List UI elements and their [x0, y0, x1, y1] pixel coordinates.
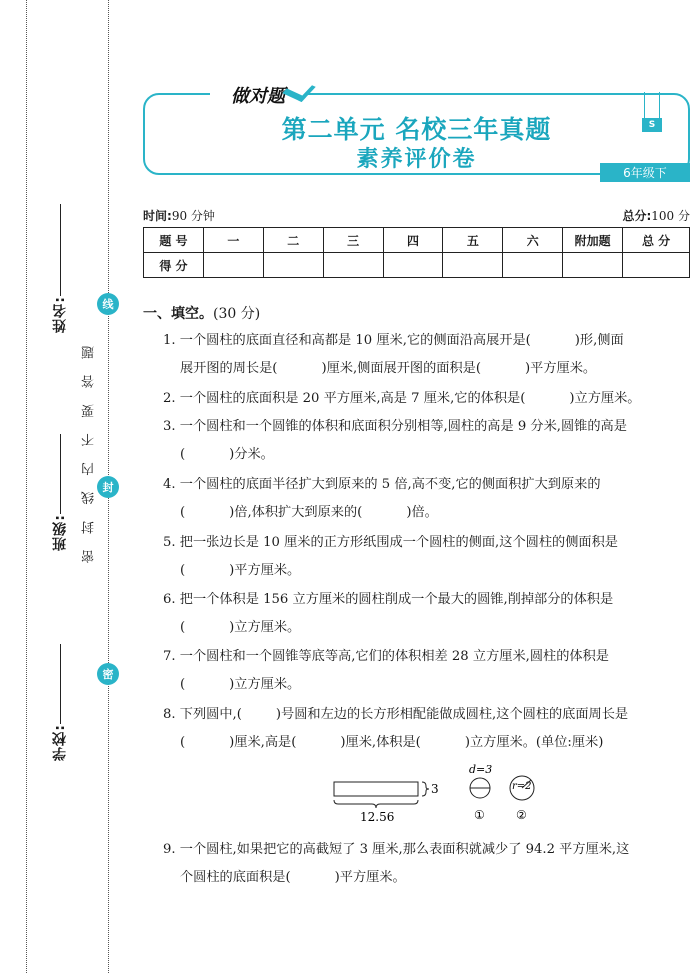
q4-line2 [163, 499, 693, 527]
q2-text-b: )立方厘米。 [569, 391, 641, 406]
school-label: 学校: [52, 724, 68, 761]
score-header-row [144, 228, 690, 253]
q4-text-a: 4. 一个圆柱的底面半径扩大到原来的 5 倍,高不变,它的侧面积扩大到原来的 [163, 477, 601, 492]
score-cell[interactable] [563, 253, 623, 278]
q8-line2 [163, 729, 693, 757]
question-9 [163, 836, 693, 892]
width-brace [334, 800, 418, 808]
question-4 [163, 471, 693, 527]
grade-badge: 6年级下 [600, 163, 690, 182]
header-cell: 四 [383, 228, 443, 253]
question-3 [163, 413, 693, 469]
q9-text-c: )平方厘米。 [334, 870, 406, 885]
school-line [60, 644, 61, 724]
question-2 [163, 385, 693, 413]
q3-line2 [163, 441, 693, 469]
binding-line-outer [26, 0, 27, 973]
section-title: 一、填空。 [143, 306, 213, 322]
height-brace [422, 782, 429, 796]
question-5 [163, 529, 693, 585]
school-field[interactable] [48, 640, 72, 761]
total-label: 总分: [622, 209, 652, 223]
q7-line2 [163, 671, 693, 699]
q5-text-a: 5. 把一张边长是 10 厘米的正方形纸围成一个圆柱的侧面,这个圆柱的侧面积是 [163, 535, 618, 550]
header-cell: 附加题 [563, 228, 623, 253]
question-1 [163, 327, 693, 383]
q6-text-b: ( [180, 620, 186, 635]
seal-mark-mi: 密 [97, 663, 119, 685]
score-cell[interactable] [323, 253, 383, 278]
page-subtitle: 素养评价卷 [356, 147, 477, 172]
header-cell: 二 [263, 228, 323, 253]
name-line [60, 204, 61, 296]
score-cell[interactable] [443, 253, 503, 278]
name-label: 姓名: [52, 296, 68, 333]
q5-line2 [163, 557, 693, 585]
q8-text-c: ( [180, 735, 186, 750]
q3-text-c: )分米。 [229, 447, 274, 462]
section-heading [143, 303, 260, 323]
header-cell: 六 [503, 228, 563, 253]
q1-text-c: 展开图的周长是( [180, 361, 278, 376]
total-value: 100 分 [651, 209, 690, 223]
q4-text-b: ( [180, 505, 186, 520]
q1-text-b: )形,侧面 [574, 333, 624, 348]
class-line [60, 434, 61, 514]
rect-height-label: 3 [431, 782, 439, 796]
circle-2-label: r=2 [512, 781, 532, 792]
q5-text-b: ( [180, 563, 186, 578]
score-cell[interactable] [263, 253, 323, 278]
q6-line2 [163, 614, 693, 642]
header-cell: 总 分 [623, 228, 690, 253]
name-field[interactable] [48, 200, 72, 333]
question-6 [163, 586, 693, 642]
score-cell[interactable] [203, 253, 263, 278]
score-cell[interactable] [503, 253, 563, 278]
q8-text-d: )厘米,高是( [229, 735, 297, 750]
q1-text-a: 1. 一个圆柱的底面直径和高都是 10 厘米,它的侧面沿高展开是( [163, 333, 531, 348]
q8-text-e: )厘米,体积是( [340, 735, 421, 750]
q8-text-a: 8. 下列圆中,( [163, 707, 242, 722]
circle-2-number: ② [516, 808, 527, 822]
tag-icon: S [642, 118, 662, 132]
badge-text: 做对题 [231, 86, 285, 107]
score-table [143, 227, 690, 278]
q5-text-c: )平方厘米。 [229, 563, 301, 578]
score-cell[interactable] [383, 253, 443, 278]
class-field[interactable] [48, 430, 72, 551]
score-row-label: 得 分 [144, 253, 204, 278]
header-cell: 三 [323, 228, 383, 253]
time-label: 时间: [143, 209, 172, 223]
question-7 [163, 643, 693, 699]
q7-text-c: )立方厘米。 [229, 677, 301, 692]
q8-text-f: )立方厘米。(单位:厘米) [464, 735, 604, 750]
q1-line2 [163, 355, 693, 383]
q9-text-b: 个圆柱的底面积是( [180, 870, 291, 885]
q7-text-b: ( [180, 677, 186, 692]
q9-text-a: 9. 一个圆柱,如果把它的高截短了 3 厘米,那么表面积就减少了 94.2 平方厘米,这 [163, 842, 630, 857]
tag-string-icon [644, 92, 660, 118]
q9-line2 [163, 864, 693, 892]
score-row [144, 253, 690, 278]
total-info [622, 207, 690, 224]
q4-text-d: )倍。 [406, 505, 438, 520]
badge-logo [210, 80, 306, 110]
q8-figure [330, 762, 560, 824]
time-value: 90 分钟 [171, 209, 215, 223]
q6-text-c: )立方厘米。 [229, 620, 301, 635]
time-info [143, 207, 215, 224]
rectangle-shape [334, 782, 418, 796]
header-cell: 一 [203, 228, 263, 253]
header-cell: 题 号 [144, 228, 204, 253]
q3-text-b: ( [180, 447, 186, 462]
circle-1-label: d=3 [469, 763, 493, 776]
q4-text-c: )倍,体积扩大到原来的( [229, 505, 363, 520]
circle-1-number: ① [474, 808, 485, 822]
class-label: 班级: [52, 514, 68, 551]
seal-mark-xian: 线 [97, 293, 119, 315]
q1-text-e: )平方厘米。 [525, 361, 597, 376]
seal-notice: 密 封 线 内 不 要 答 题 [82, 340, 97, 563]
q7-text-a: 7. 一个圆柱和一个圆锥等底等高,它们的体积相差 28 立方厘米,圆柱的体积是 [163, 649, 609, 664]
q8-text-b: )号圆和左边的长方形相配能做成圆柱,这个圆柱的底面周长是 [275, 707, 629, 722]
q2-text-a: 2. 一个圆柱的底面积是 20 平方厘米,高是 7 厘米,它的体积是( [163, 391, 526, 406]
header-cell: 五 [443, 228, 503, 253]
question-8 [163, 701, 693, 757]
rect-width-label: 12.56 [360, 810, 395, 824]
q6-text-a: 6. 把一个体积是 156 立方厘米的圆柱削成一个最大的圆锥,削掉部分的体积是 [163, 592, 614, 607]
seal-mark-feng: 封 [97, 476, 119, 498]
page-title: 第二单元 名校三年真题 [281, 115, 552, 144]
score-cell[interactable] [623, 253, 690, 278]
section-points: (30 分) [213, 306, 261, 322]
q3-text-a: 3. 一个圆柱和一个圆锥的体积和底面积分别相等,圆柱的高是 9 分米,圆锥的高是 [163, 419, 627, 434]
q1-text-d: )厘米,侧面展开图的面积是( [321, 361, 482, 376]
